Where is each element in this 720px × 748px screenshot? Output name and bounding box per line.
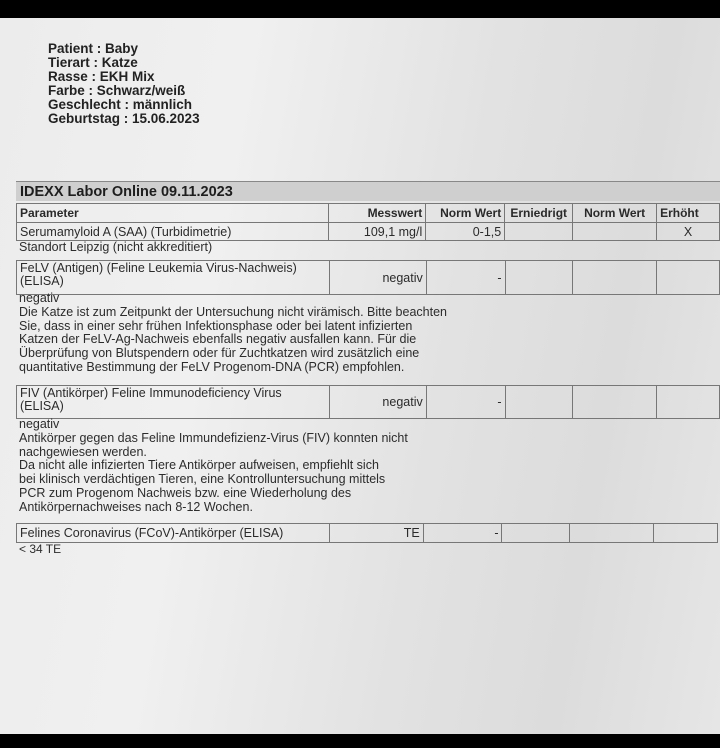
fiv-note-line: nachgewiesen werden. [19,444,147,459]
fcov-norm-2 [570,524,654,543]
fcov-parameter: Felines Coronavirus (FCoV)-Antikörper (ELISA) [17,524,330,543]
patient-species: Tierart : Katze [48,55,138,70]
felv-erhoeht [657,261,720,295]
col-parameter: Parameter [17,204,329,223]
saa-norm: 0-1,5 [426,223,505,241]
fiv-note-line: PCR zum Progenom Nachweis bzw. eine Wiederholung des [19,485,352,500]
felv-parameter-line1: FeLV (Antigen) (Feline Leukemia Virus-Nachweis) [20,261,297,275]
fiv-note-line: Antikörpernachweises nach 8-12 Wochen. [19,499,253,514]
fiv-norm: - [426,386,505,419]
fiv-messwert: negativ [329,386,426,419]
felv-erniedrigt [505,261,573,295]
felv-note-line: quantitative Bestimmung der FeLV Progenom-DNA (PCR) empfohlen. [19,359,405,374]
fcov-result: < 34 TE [19,542,62,556]
table-row-felv [17,261,720,295]
col-norm-wert-2: Norm Wert [573,204,657,223]
fiv-note-line: bei klinisch verdächtigen Tieren, eine Kontrolluntersuchung mittels [19,472,386,487]
fcov-messwert: TE [329,524,423,543]
col-messwert: Messwert [329,204,426,223]
fiv-note-line: Antikörper gegen das Feline Immundefizienz-Virus (FIV) konnten nicht [19,430,408,445]
patient-name: Patient : Baby [48,41,139,56]
fcov-norm: - [423,524,502,543]
fcov-erniedrigt [502,524,570,543]
table-row-fcov [17,524,718,543]
fcov-erhoeht [654,524,718,543]
saa-norm-2 [573,223,657,241]
felv-note-line: Sie, dass in einer sehr frühen Infektionsphase oder bei latent infizierten [19,318,413,333]
felv-note-line: Überprüfung von Blutspendern oder für Zuchtkatzen wird zusätzlich eine [19,346,420,361]
results-table-fiv [16,385,720,419]
fiv-parameter-line2: (ELISA) [20,399,64,413]
felv-parameter [17,261,330,295]
fiv-norm-2 [573,386,657,419]
fiv-result: negativ [19,417,60,431]
fiv-result-block [19,418,408,515]
col-erhoeht: Erhöht [657,204,720,223]
results-table-felv [16,260,720,295]
saa-messwert: 109,1 mg/l [329,223,426,241]
felv-note-line: Katzen der FeLV-Ag-Nachweis ebenfalls negativ ausfallen kann. Für die [19,332,417,347]
saa-erhoeht: X [657,223,720,241]
patient-info [48,42,200,126]
table-row-saa [17,223,720,241]
lab-report-page [0,18,720,734]
standort-text: Standort Leipzig (nicht akkreditiert) [19,240,213,254]
felv-note-line: Die Katze ist zum Zeitpunkt der Untersuchung nicht virämisch. Bitte beachten [19,304,447,319]
felv-parameter-line2: (ELISA) [20,274,64,288]
saa-parameter: Serumamyloid A (SAA) (Turbidimetrie) [17,223,329,241]
results-table-fcov [16,523,718,543]
table-row-fiv [17,386,720,419]
patient-sex: Geschlecht : männlich [48,97,193,112]
patient-color: Farbe : Schwarz/weiß [48,83,186,98]
felv-result-block [19,292,447,375]
felv-messwert: negativ [329,261,426,295]
fiv-erhoeht [657,386,720,419]
fiv-note-line: Da nicht alle infizierten Tiere Antikörper aufweisen, empfiehlt sich [19,458,379,473]
lab-title: IDEXX Labor Online 09.11.2023 [16,181,720,201]
saa-erniedrigt [505,223,573,241]
fiv-erniedrigt [505,386,573,419]
felv-norm-2 [573,261,657,295]
fiv-parameter-line1: FIV (Antikörper) Feline Immunodeficiency Virus [20,386,282,400]
patient-breed: Rasse : EKH Mix [48,69,155,84]
col-erniedrigt: Erniedrigt [505,204,573,223]
felv-result: negativ [19,291,60,305]
results-table-main [16,203,720,241]
patient-birthdate: Geburtstag : 15.06.2023 [48,111,200,126]
felv-norm: - [426,261,505,295]
col-norm-wert: Norm Wert [426,204,505,223]
table-header-row [17,204,720,223]
fiv-parameter [17,386,330,419]
